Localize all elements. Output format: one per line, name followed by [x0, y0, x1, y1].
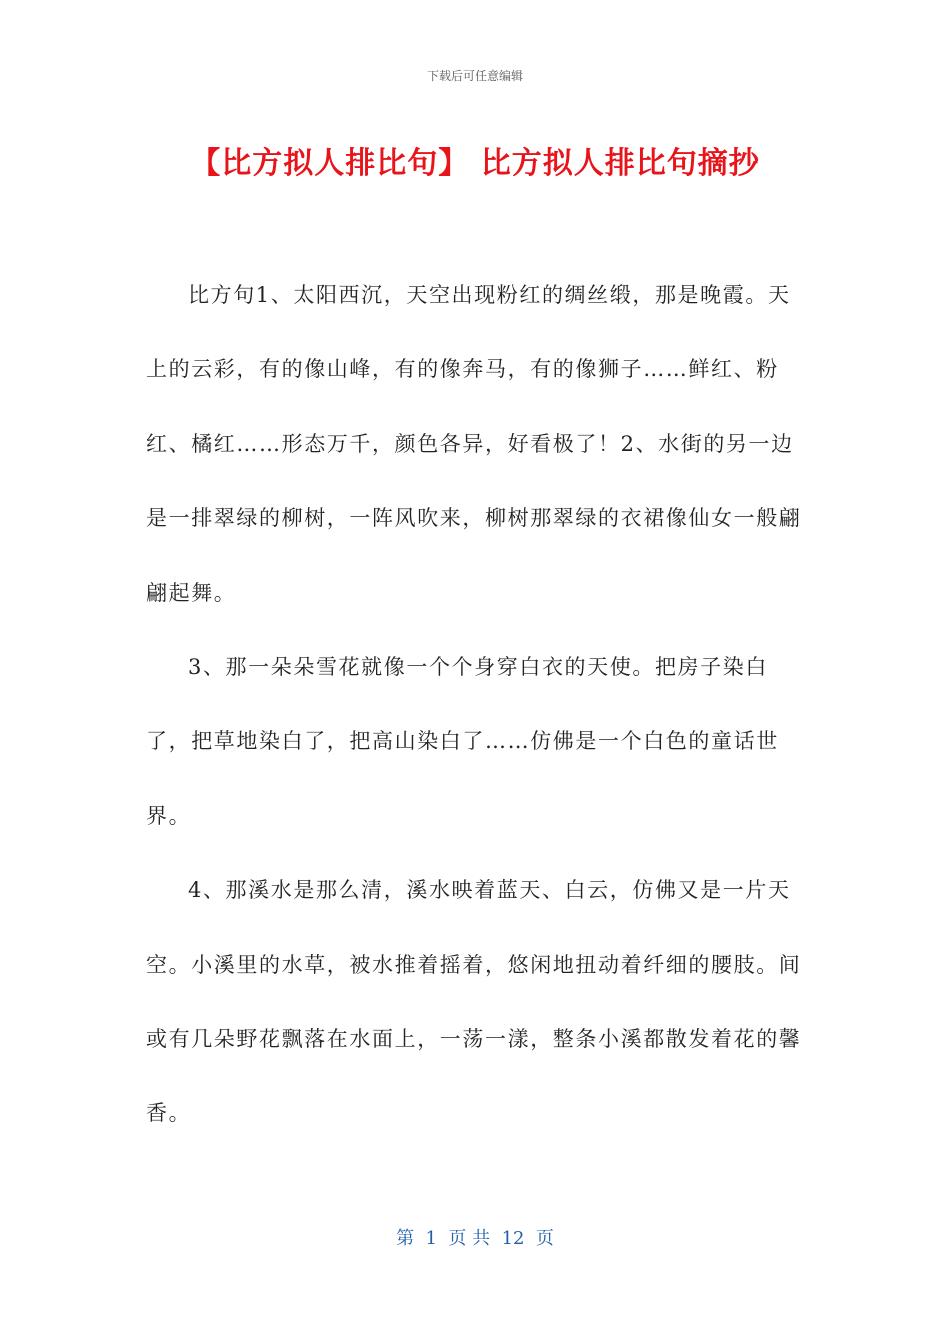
document-body — [146, 258, 806, 1151]
page-number-footer: 第 1 页 共 12 页 — [396, 1228, 554, 1249]
document-title: 【比方拟人排比句】 比方拟人排比句摘抄 — [190, 146, 760, 181]
paragraph: 4、那溪水是那么清，溪水映着蓝天、白云，仿佛又是一片天空。小溪里的水草，被水推着摇着，悠闲地扭动着纤细的腰肢。间或有几朵野花飘落在水面上，一荡一漾，整条小溪都散发着花的馨香。 — [146, 878, 802, 1126]
header-note: 下载后可任意编辑 — [426, 69, 523, 83]
paragraph: 比方句1、太阳西沉，天空出现粉红的绸丝缎，那是晚霞。天上的云彩，有的像山峰，有的像奔马，有的像狮子……鲜红、粉红、橘红……形态万千，颜色各异，好看极了！2、水街的另一边是一排翠绿的柳树，一阵风吹来，柳树那翠绿的衣裙像仙女一般翩翩起舞。 — [146, 283, 802, 605]
paragraph: 3、那一朵朵雪花就像一个个身穿白衣的天使。把房子染白了，把草地染白了，把高山染白了……仿佛是一个白色的童话世界。 — [146, 655, 779, 828]
